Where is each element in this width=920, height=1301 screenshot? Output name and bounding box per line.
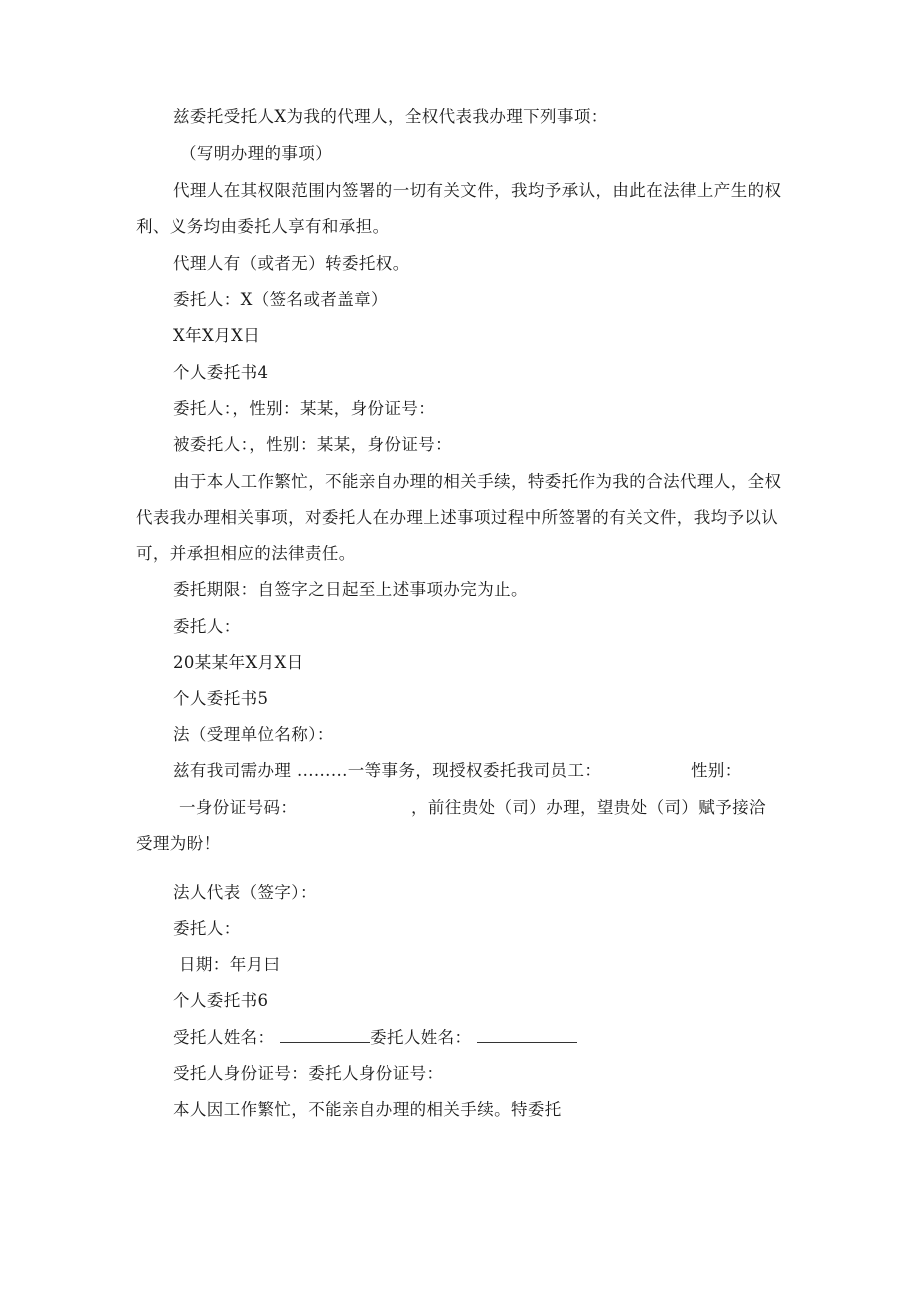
paragraph: 代理人在其权限范围内签署的一切有关文件，我均予承认，由此在法律上产生的权 (173, 181, 782, 200)
date-line: 20某某年X月X日 (173, 653, 304, 672)
paragraph: 法（受理单位名称）： (173, 725, 334, 744)
section-title: 个人委托书4 (173, 363, 269, 382)
paragraph: 受理为盼！ (136, 834, 221, 853)
paragraph: （写明办理的事项） (180, 144, 333, 163)
paragraph: 委托人：，性别：某某，身份证号： (173, 399, 436, 418)
paragraph: 委托期限：自签字之日起至上述事项办完为止。 (173, 580, 528, 599)
paragraph: 性别： (691, 761, 742, 780)
paragraph: 委托人： (173, 617, 241, 636)
paragraph: 被委托人：，性别：某某，身份证号： (173, 435, 453, 454)
paragraph: 由于本人工作繁忙，不能亲自办理的相关手续，特委托作为我的合法代理人，全权 (173, 472, 782, 491)
blank-line (280, 1026, 370, 1043)
paragraph: 兹委托受托人X为我的代理人，全权代表我办理下列事项： (173, 107, 608, 126)
paragraph: 受托人身份证号：委托人身份证号： (173, 1064, 444, 1083)
date-line: X年X月X日 (173, 326, 261, 345)
paragraph: ，前往贵处（司）办理，望贵处（司）赋予接洽 (411, 798, 766, 817)
paragraph (173, 1026, 577, 1049)
paragraph: 代理人有（或者无）转委托权。 (173, 254, 410, 273)
section-title: 个人委托书6 (173, 991, 269, 1010)
paragraph: 一身份证号码： (179, 798, 298, 817)
paragraph: 委托人：X（签名或者盖章） (173, 290, 388, 309)
paragraph: 可，并承担相应的法律责任。 (136, 544, 356, 563)
date-line: 日期：年月曰 (179, 955, 281, 974)
blank-line (477, 1026, 577, 1043)
paragraph: 代表我办理相关事项，对委托人在办理上述事项过程中所签署的有关文件，我均予以认 (136, 508, 779, 527)
paragraph: 法人代表（签字）： (173, 883, 317, 902)
label: 受托人姓名： (173, 1028, 275, 1047)
paragraph: 利、义务均由委托人享有和承担。 (136, 217, 390, 236)
label: 委托人姓名： (370, 1028, 472, 1047)
paragraph: 兹有我司需办理 .........一等事务，现授权委托我司员工： (173, 761, 602, 780)
paragraph: 本人因工作繁忙，不能亲自办理的相关手续。特委托 (173, 1100, 562, 1119)
paragraph: 委托人： (173, 919, 241, 938)
section-title: 个人委托书5 (173, 689, 269, 708)
